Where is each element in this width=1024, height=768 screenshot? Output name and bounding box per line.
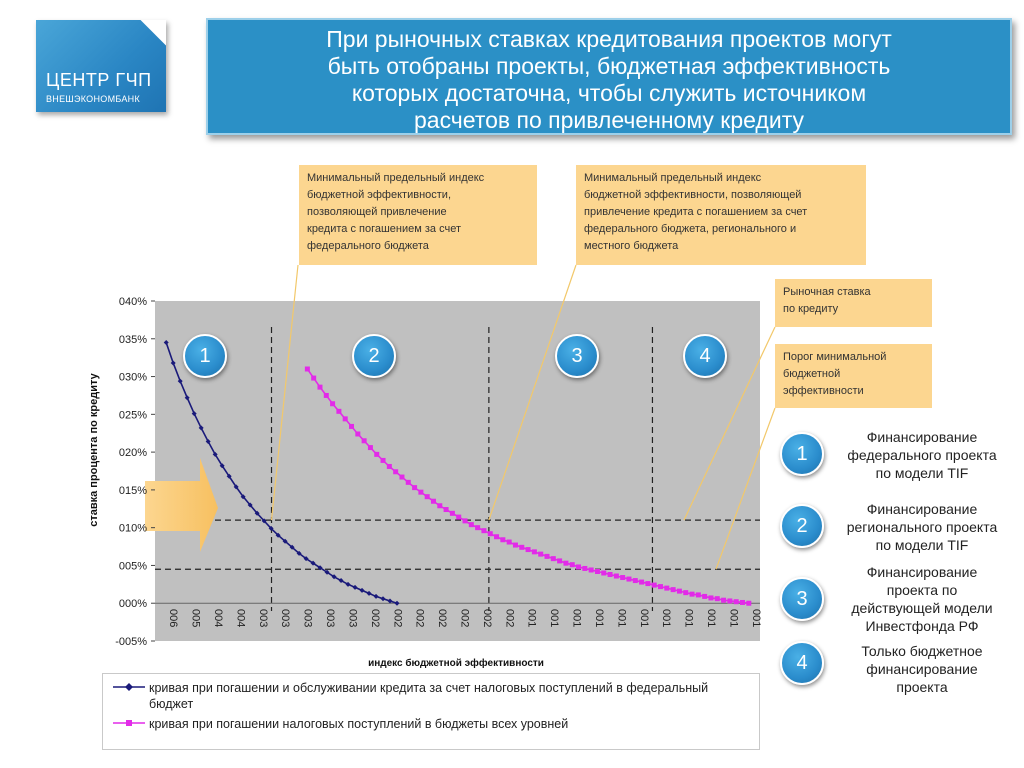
y-tick-label: 015% (118, 484, 147, 497)
x-tick-label: 001 (704, 609, 717, 628)
series-2-point (570, 562, 575, 567)
series-2-point (526, 547, 531, 552)
x-tick-label: 005 (189, 609, 202, 628)
series-2-point (330, 401, 335, 406)
x-tick-label: 002 (480, 609, 493, 628)
y-tick-label: 005% (118, 560, 147, 573)
series-2-point (589, 567, 594, 572)
list-marker-3: 3 (780, 577, 824, 621)
series-2-point (595, 569, 600, 574)
series-2-point (317, 385, 322, 390)
x-tick-label: 001 (727, 609, 740, 628)
series-2-point (608, 572, 613, 577)
y-tick-label: -005% (115, 636, 147, 648)
x-tick-label: 001 (615, 609, 628, 628)
series-2-point (425, 494, 430, 499)
series-2-point (437, 503, 442, 508)
x-tick-label: 001 (660, 609, 673, 628)
series-2-point (431, 499, 436, 504)
x-tick-label: 001 (548, 609, 561, 628)
series-2-point (507, 540, 512, 545)
series-2-point (715, 596, 720, 601)
series-2-point (620, 575, 625, 580)
callout-all-budgets-index: Минимальный предельный индекс бюджетной эффективности, позволяющей привлечение кредита с погашением за счет федерального бюджета, регионального и местного бюджета (576, 165, 866, 265)
list-item-1: Финансирование федерального проекта по модели TIF (847, 429, 997, 481)
y-tick-label: 025% (118, 409, 147, 422)
x-tick-label: 003 (279, 609, 292, 628)
series-2-point (563, 561, 568, 566)
series-2-point (463, 518, 468, 523)
x-tick-label: 006 (167, 609, 180, 628)
series-2-point (683, 590, 688, 595)
series-2-point (626, 577, 631, 582)
x-tick-label: 001 (592, 609, 605, 628)
series-2-point (708, 595, 713, 600)
series-2-point (734, 599, 739, 604)
series-2-point (406, 480, 411, 485)
series-2-point (494, 534, 499, 539)
series-2-point (349, 424, 354, 429)
series-2-point (645, 581, 650, 586)
series-2-point (343, 416, 348, 421)
legend-series-1: кривая при погашении и обслуживании кредита за счет налоговых поступлений в федеральный бюджет (149, 681, 709, 711)
y-tick-label: 030% (118, 371, 147, 384)
series-2-point (381, 458, 386, 463)
series-2-point (513, 543, 518, 548)
x-tick-label: 002 (391, 609, 404, 628)
series-2-point (355, 431, 360, 436)
series-2-point (488, 531, 493, 536)
series-2-point (582, 566, 587, 571)
series-2-point (639, 580, 644, 585)
x-tick-label: 002 (458, 609, 471, 628)
series-2-point (702, 594, 707, 599)
series-2-point (374, 452, 379, 457)
logo-subtitle: ВНЕШЭКОНОМБАНК (46, 94, 141, 104)
zone-marker-4: 4 (683, 334, 727, 378)
page-title: При рыночных ставках кредитования проектов могут быть отобраны проекты, бюджетная эффективность которых достаточна, чтобы служить источником расчетов по привлеченному кредиту (206, 18, 1012, 135)
series-2-point (601, 571, 606, 576)
series-2-point (500, 537, 505, 542)
series-2-point (658, 584, 663, 589)
list-item-2: Финансирование регионального проекта по модели TIF (846, 501, 998, 553)
series-2-point (324, 393, 329, 398)
x-tick-label: 002 (368, 609, 381, 628)
series-2-point (746, 601, 751, 606)
y-tick-label: 020% (118, 447, 147, 460)
zone-marker-1: 1 (183, 334, 227, 378)
series-2-point (393, 469, 398, 474)
series-2-point (481, 528, 486, 533)
list-item-3: Финансирование проекта по действующей модели Инвестфонда РФ (851, 564, 993, 634)
series-2-point (475, 525, 480, 530)
list-marker-2: 2 (780, 504, 824, 548)
x-tick-label: 003 (301, 609, 314, 628)
legend-mark-series-2 (111, 718, 147, 728)
series-2-point (387, 464, 392, 469)
list-marker-1: 1 (780, 432, 824, 476)
x-tick-label: 001 (570, 609, 583, 628)
x-tick-label: 001 (749, 609, 762, 628)
series-2-point (412, 485, 417, 490)
series-2-point (551, 556, 556, 561)
legend (102, 673, 760, 750)
callout-market-rate: Рыночная ставка по кредиту (775, 279, 932, 327)
series-2-point (664, 586, 669, 591)
series-2-point (444, 507, 449, 512)
series-2-point (727, 598, 732, 603)
series-2-point (362, 438, 367, 443)
series-2-point (399, 475, 404, 480)
logo-title: ЦЕНТР ГЧП (46, 70, 152, 90)
y-axis-label: ставка процента по кредиту (88, 373, 100, 527)
x-tick-label: 003 (256, 609, 269, 628)
zone-marker-3: 3 (555, 334, 599, 378)
x-tick-label: 002 (413, 609, 426, 628)
legend-series-2: кривая при погашении налоговых поступлений в бюджеты всех уровней (149, 717, 569, 731)
y-tick-label: 035% (118, 333, 147, 346)
series-2-point (721, 598, 726, 603)
series-2-point (418, 490, 423, 495)
series-2-point (336, 409, 341, 414)
series-2-point (368, 445, 373, 450)
series-2-point (557, 558, 562, 563)
x-tick-label: 001 (525, 609, 538, 628)
callout-federal-index: Минимальный предельный индекс бюджетной эффективности, позволяющей привлечение кредита с погашением за счет федерального бюджета (299, 165, 537, 265)
x-tick-label: 001 (637, 609, 650, 628)
series-2-point (671, 587, 676, 592)
series-2-point (614, 574, 619, 579)
x-tick-label: 004 (234, 609, 247, 628)
series-2-point (652, 583, 657, 588)
series-2-point (519, 545, 524, 550)
x-tick-label: 002 (503, 609, 516, 628)
series-2-point (456, 515, 461, 520)
series-2-point (696, 592, 701, 597)
series-2-point (690, 592, 695, 597)
series-2-point (532, 549, 537, 554)
legend-mark-series-1 (111, 682, 147, 692)
series-2-point (677, 589, 682, 594)
x-axis-label: индекс бюджетной эффективности (368, 658, 544, 669)
series-2-point (311, 376, 316, 381)
series-2-point (576, 564, 581, 569)
series-2-point (538, 552, 543, 557)
callout-threshold: Порог минимальной бюджетной эффективности (775, 344, 932, 408)
y-tick-label: 040% (118, 296, 147, 308)
x-tick-label: 003 (324, 609, 337, 628)
series-2-point (633, 578, 638, 583)
x-tick-label: 003 (346, 609, 359, 628)
x-tick-label: 001 (682, 609, 695, 628)
series-2-point (305, 367, 310, 372)
x-tick-label: 004 (212, 609, 225, 628)
series-2-point (545, 554, 550, 559)
list-marker-4: 4 (780, 641, 824, 685)
y-tick-label: 000% (118, 598, 147, 611)
series-2-point (740, 600, 745, 605)
series-2-point (469, 522, 474, 527)
list-item-4: Только бюджетное финансирование проекта (861, 643, 983, 695)
zone-marker-2: 2 (352, 334, 396, 378)
x-tick-label: 002 (436, 609, 449, 628)
y-tick-label: 010% (118, 522, 147, 535)
series-2-point (450, 511, 455, 516)
